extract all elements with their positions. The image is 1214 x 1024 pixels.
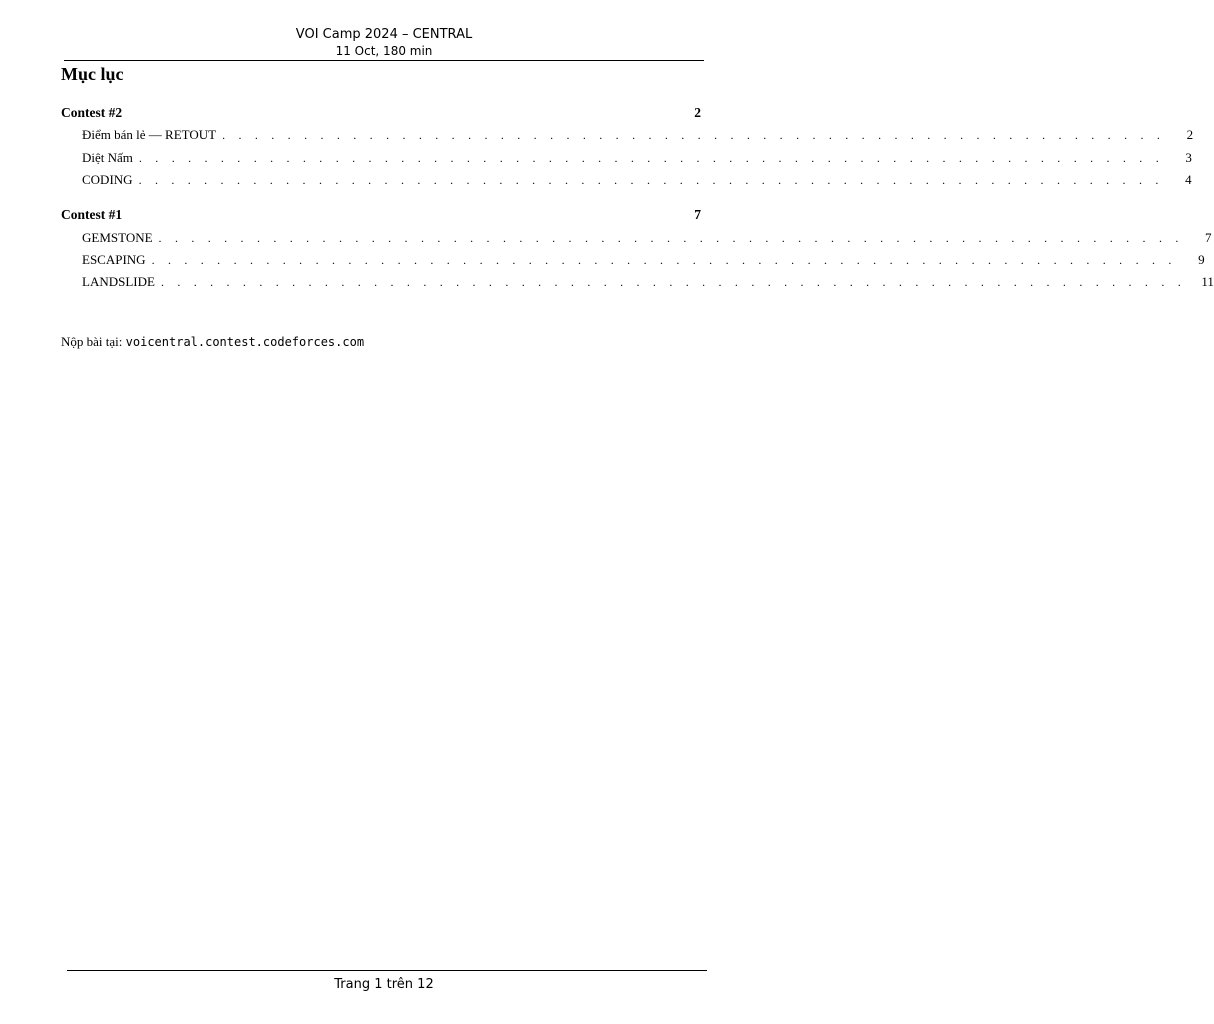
toc-leader-dots: . . . . . . . . . . . . . . . . . . . . . . . . . . . . . . . . . . . . . . . . . . . . . . . . . . . . . . . . . . bbox=[222, 127, 1166, 142]
toc-entry-page: 2 bbox=[1186, 127, 1194, 142]
toc-entry-page: 3 bbox=[1185, 150, 1192, 165]
toc-entry-page: 11 bbox=[1201, 274, 1214, 289]
toc-entry-page: 4 bbox=[1185, 172, 1192, 187]
toc-section-page: 7 bbox=[694, 207, 701, 222]
toc-entry-page: 7 bbox=[1205, 230, 1212, 245]
submit-prefix: Nộp bài tại: bbox=[61, 334, 123, 349]
page-footer: Trang 1 trên 12 bbox=[334, 977, 434, 992]
toc-section-page: 2 bbox=[694, 105, 701, 120]
toc-section-contest-1[interactable] bbox=[61, 205, 701, 225]
toc-entry-gemstone[interactable] bbox=[82, 228, 1212, 248]
toc-entry-retout[interactable] bbox=[82, 125, 1194, 145]
toc-leader-dots: . . . . . . . . . . . . . . . . . . . . . . . . . . . . . . . . . . . . . . . . . . . . . . . . . . . . . . . . . . . . . . . bbox=[151, 252, 1177, 267]
toc-leader-dots: . . . . . . . . . . . . . . . . . . . . . . . . . . . . . . . . . . . . . . . . . . . . . . . . . . . . . . . . . . . . . . . bbox=[138, 172, 1164, 187]
toc-section-contest-2[interactable] bbox=[61, 103, 701, 123]
toc-entry-label: CODING bbox=[82, 172, 133, 187]
toc-entry-diet-nam[interactable] bbox=[82, 148, 1192, 168]
toc-entry-coding[interactable] bbox=[82, 170, 1192, 190]
header-subtitle: 11 Oct, 180 min bbox=[335, 44, 433, 58]
footer-rule bbox=[67, 970, 707, 971]
toc-entry-label: Diệt Nấm bbox=[82, 150, 133, 165]
toc-section-label: Contest #2 bbox=[61, 105, 123, 120]
toc-section-label: Contest #1 bbox=[61, 207, 123, 222]
toc-entry-landslide[interactable] bbox=[82, 272, 1214, 292]
header-title: VOI Camp 2024 – CENTRAL bbox=[295, 27, 473, 42]
submit-url-link[interactable]: voicentral.contest.codeforces.com bbox=[125, 335, 365, 349]
toc-heading: Mục lục bbox=[61, 64, 124, 84]
toc-entry-label: Điểm bán lẻ — RETOUT bbox=[82, 127, 217, 142]
toc-entry-label: LANDSLIDE bbox=[82, 274, 155, 289]
toc-leader-dots: . . . . . . . . . . . . . . . . . . . . . . . . . . . . . . . . . . . . . . . . . . . . . . . . . . . . . . . . . . . . . . . bbox=[158, 230, 1184, 245]
toc-leader-dots: . . . . . . . . . . . . . . . . . . . . . . . . . . . . . . . . . . . . . . . . . . . . . . . . . . . . . . . . . . . . . . . bbox=[138, 150, 1164, 165]
toc-entry-label: GEMSTONE bbox=[82, 230, 153, 245]
page-header bbox=[0, 26, 768, 60]
header-rule bbox=[64, 60, 704, 61]
toc-leader-dots: . . . . . . . . . . . . . . . . . . . . . . . . . . . . . . . . . . . . . . . . . . . . . . . . . . . . . . . . . . . . . . . bbox=[160, 274, 1186, 289]
toc-entry-label: ESCAPING bbox=[82, 252, 146, 267]
submit-note bbox=[61, 334, 364, 350]
toc-entry-escaping[interactable] bbox=[82, 250, 1205, 270]
toc-entry-page: 9 bbox=[1198, 252, 1205, 267]
